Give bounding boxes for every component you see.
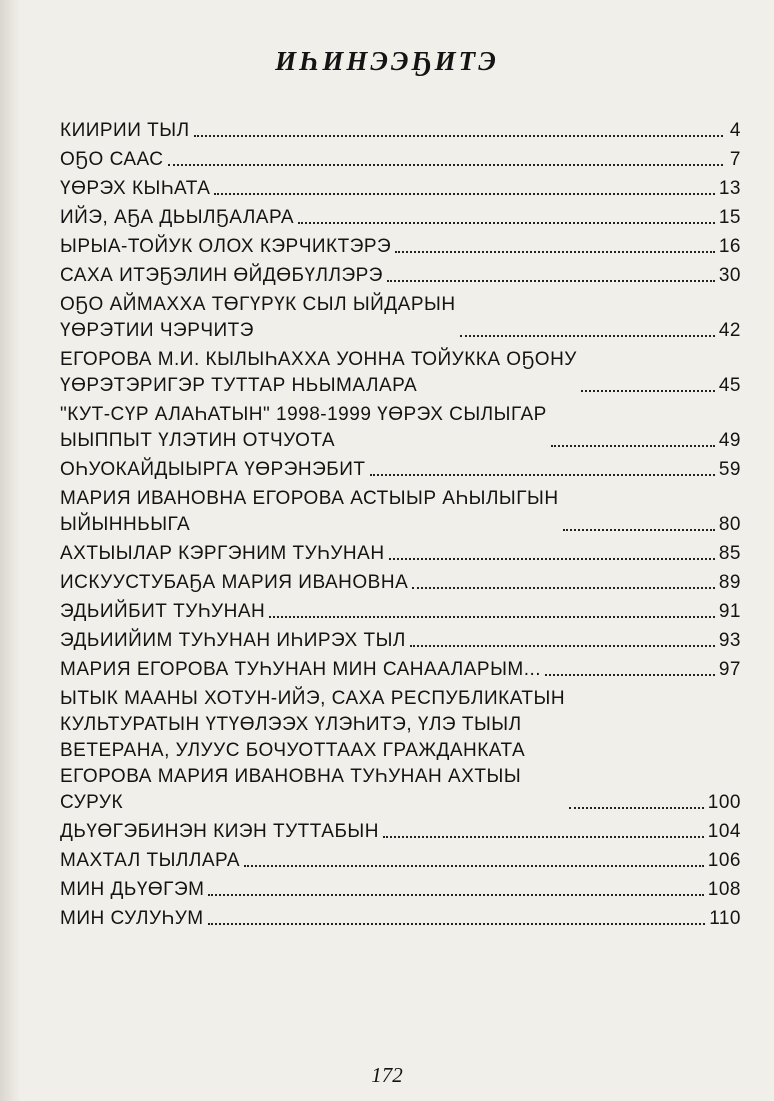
dot-leader (395, 251, 715, 253)
toc-entry-page: 30 (718, 265, 741, 286)
toc-entry-page: 7 (729, 149, 741, 170)
dot-leader (581, 390, 715, 392)
dot-leader (298, 222, 715, 224)
dot-leader (208, 894, 703, 896)
dot-leader (545, 674, 715, 676)
dot-leader (269, 616, 715, 618)
toc-entry-title: САХА ИТЭҔЭЛИН ӨЙДӨБҮЛЛЭРЭ (60, 265, 383, 286)
dot-leader (460, 335, 715, 337)
toc-entry-title: ОҔО СААС (60, 149, 164, 170)
toc-entry-page: 16 (718, 236, 741, 257)
dot-leader (412, 587, 715, 589)
toc-entry-title: ЭДЬИЙБИТ ТУҺУНАН (60, 601, 266, 622)
toc-entry-page: 97 (718, 659, 741, 680)
dot-leader (168, 164, 723, 166)
dot-leader (370, 474, 715, 476)
toc-entry-page: 110 (709, 908, 741, 929)
toc-entry-title: МАРИЯ ЕГОРОВА ТУҺУНАН МИН САНААЛАРЫМ... (60, 659, 542, 680)
toc-entry (60, 234, 741, 260)
toc-entry (60, 657, 741, 683)
toc-entry-page: 104 (707, 821, 741, 842)
toc-entry-page: 89 (718, 572, 741, 593)
toc-entry (60, 292, 741, 344)
dot-leader (383, 836, 704, 838)
toc-entry (60, 402, 741, 454)
toc-entry-title: МИН ДЬҮӨГЭМ (60, 879, 205, 900)
toc-entry-page: 13 (718, 178, 741, 199)
page-binding-shadow (0, 0, 20, 1101)
toc-entry-title: МИН СУЛУҺУМ (60, 908, 204, 929)
dot-leader (410, 645, 715, 647)
toc-entry-page: 59 (718, 459, 741, 480)
toc-entry-title: МАХТАЛ ТЫЛЛАРА (60, 850, 241, 871)
toc-entry-page: 91 (718, 601, 741, 622)
toc-entry (60, 486, 741, 538)
toc-entry (60, 819, 741, 845)
toc-entry-title: ЫРЫА-ТОЙУК ОЛОХ КЭРЧИКТЭРЭ (60, 236, 392, 257)
dot-leader (569, 807, 704, 809)
toc-entry-page: 4 (729, 120, 741, 141)
toc-entry (60, 570, 741, 596)
table-of-contents (60, 118, 741, 935)
toc-entry-page: 15 (718, 207, 741, 228)
toc-entry-title: ОҺУОКАЙДЫЫРГА ҮӨРЭНЭБИТ (60, 459, 366, 480)
toc-entry-title: ЕГОРОВА М.И. КЫЛЫҺАХХА УОННА ТОЙУККА ОҔОНУ ҮӨРЭТЭРИГЭР ТУТТАР НЬЫМАЛАРА (60, 349, 577, 396)
toc-entry-page: 93 (718, 630, 741, 651)
toc-entry-title: КИИРИИ ТЫЛ (60, 120, 190, 141)
toc-entry-title: МАРИЯ ИВАНОВНА ЕГОРОВА АСТЫЫР АҺЫЛЫГЫН ЫЙЫННЬЫГА (60, 488, 559, 535)
toc-entry (60, 457, 741, 483)
toc-entry-title: ОҔО АЙМАХХА ТӨГҮРҮК СЫЛ ЫЙДАРЫН ҮӨРЭТИИ ЧЭРЧИТЭ (60, 294, 456, 341)
toc-entry-title: "КУТ-СҮР АЛАҺАТЫН" 1998-1999 ҮӨРЭХ СЫЛЫГАР ЫЫППЫТ ҮЛЭТИН ОТЧУОТА (60, 404, 547, 451)
toc-entry-title: ИЙЭ, АҔА ДЬЫЛҔАЛАРА (60, 207, 295, 228)
toc-entry (60, 599, 741, 625)
dot-leader (389, 558, 715, 560)
page-number: 172 (371, 1063, 403, 1087)
toc-entry-title: АХТЫЫЛАР КЭРГЭНИМ ТУҺУНАН (60, 543, 385, 564)
toc-entry-page: 100 (707, 792, 741, 813)
toc-entry-page: 85 (718, 543, 741, 564)
dot-leader (387, 280, 715, 282)
toc-entry-page: 80 (718, 514, 741, 535)
toc-entry-page: 49 (718, 430, 741, 451)
dot-leader (244, 865, 704, 867)
toc-entry (60, 176, 741, 202)
toc-entry (60, 848, 741, 874)
toc-entry (60, 906, 741, 932)
toc-entry (60, 877, 741, 903)
contents-title: ИҺИНЭЭҔИТЭ (275, 46, 499, 76)
dot-leader (194, 135, 723, 137)
dot-leader (563, 529, 715, 531)
toc-entry (60, 263, 741, 289)
toc-entry-page: 106 (707, 850, 741, 871)
toc-entry (60, 205, 741, 231)
toc-entry-page: 108 (707, 879, 741, 900)
toc-entry (60, 686, 741, 816)
toc-entry-page: 45 (718, 375, 741, 396)
toc-entry (60, 147, 741, 173)
toc-entry (60, 118, 741, 144)
toc-entry (60, 541, 741, 567)
dot-leader (208, 923, 706, 925)
dot-leader (551, 445, 715, 447)
toc-entry-title: ҮӨРЭХ КЫҺАТА (60, 178, 211, 199)
toc-entry-title: ЭДЬИИЙИМ ТУҺУНАН ИҺИРЭХ ТЫЛ (60, 630, 406, 651)
toc-entry (60, 347, 741, 399)
toc-entry (60, 628, 741, 654)
toc-entry-title: ЫТЫК МААНЫ ХОТУН-ИЙЭ, САХА РЕСПУБЛИКАТЫН КУЛЬТУРАТЫН ҮТҮӨЛЭЭХ ҮЛЭҺИТЭ, ҮЛЭ ТЫЫЛ ВЕТЕРАНА, УЛУУС БОЧУОТТААХ ГРАЖДАНКАТА ЕГОРОВА МАРИЯ ИВАНОВНА ТУҺУНАН АХТЫЫ СУРУК (60, 688, 566, 813)
toc-entry-page: 42 (718, 320, 741, 341)
dot-leader (214, 193, 714, 195)
toc-entry-title: ДЬҮӨГЭБИНЭН КИЭН ТУТТАБЫН (60, 821, 379, 842)
toc-entry-title: ИСКУУСТУБАҔА МАРИЯ ИВАНОВНА (60, 572, 409, 593)
